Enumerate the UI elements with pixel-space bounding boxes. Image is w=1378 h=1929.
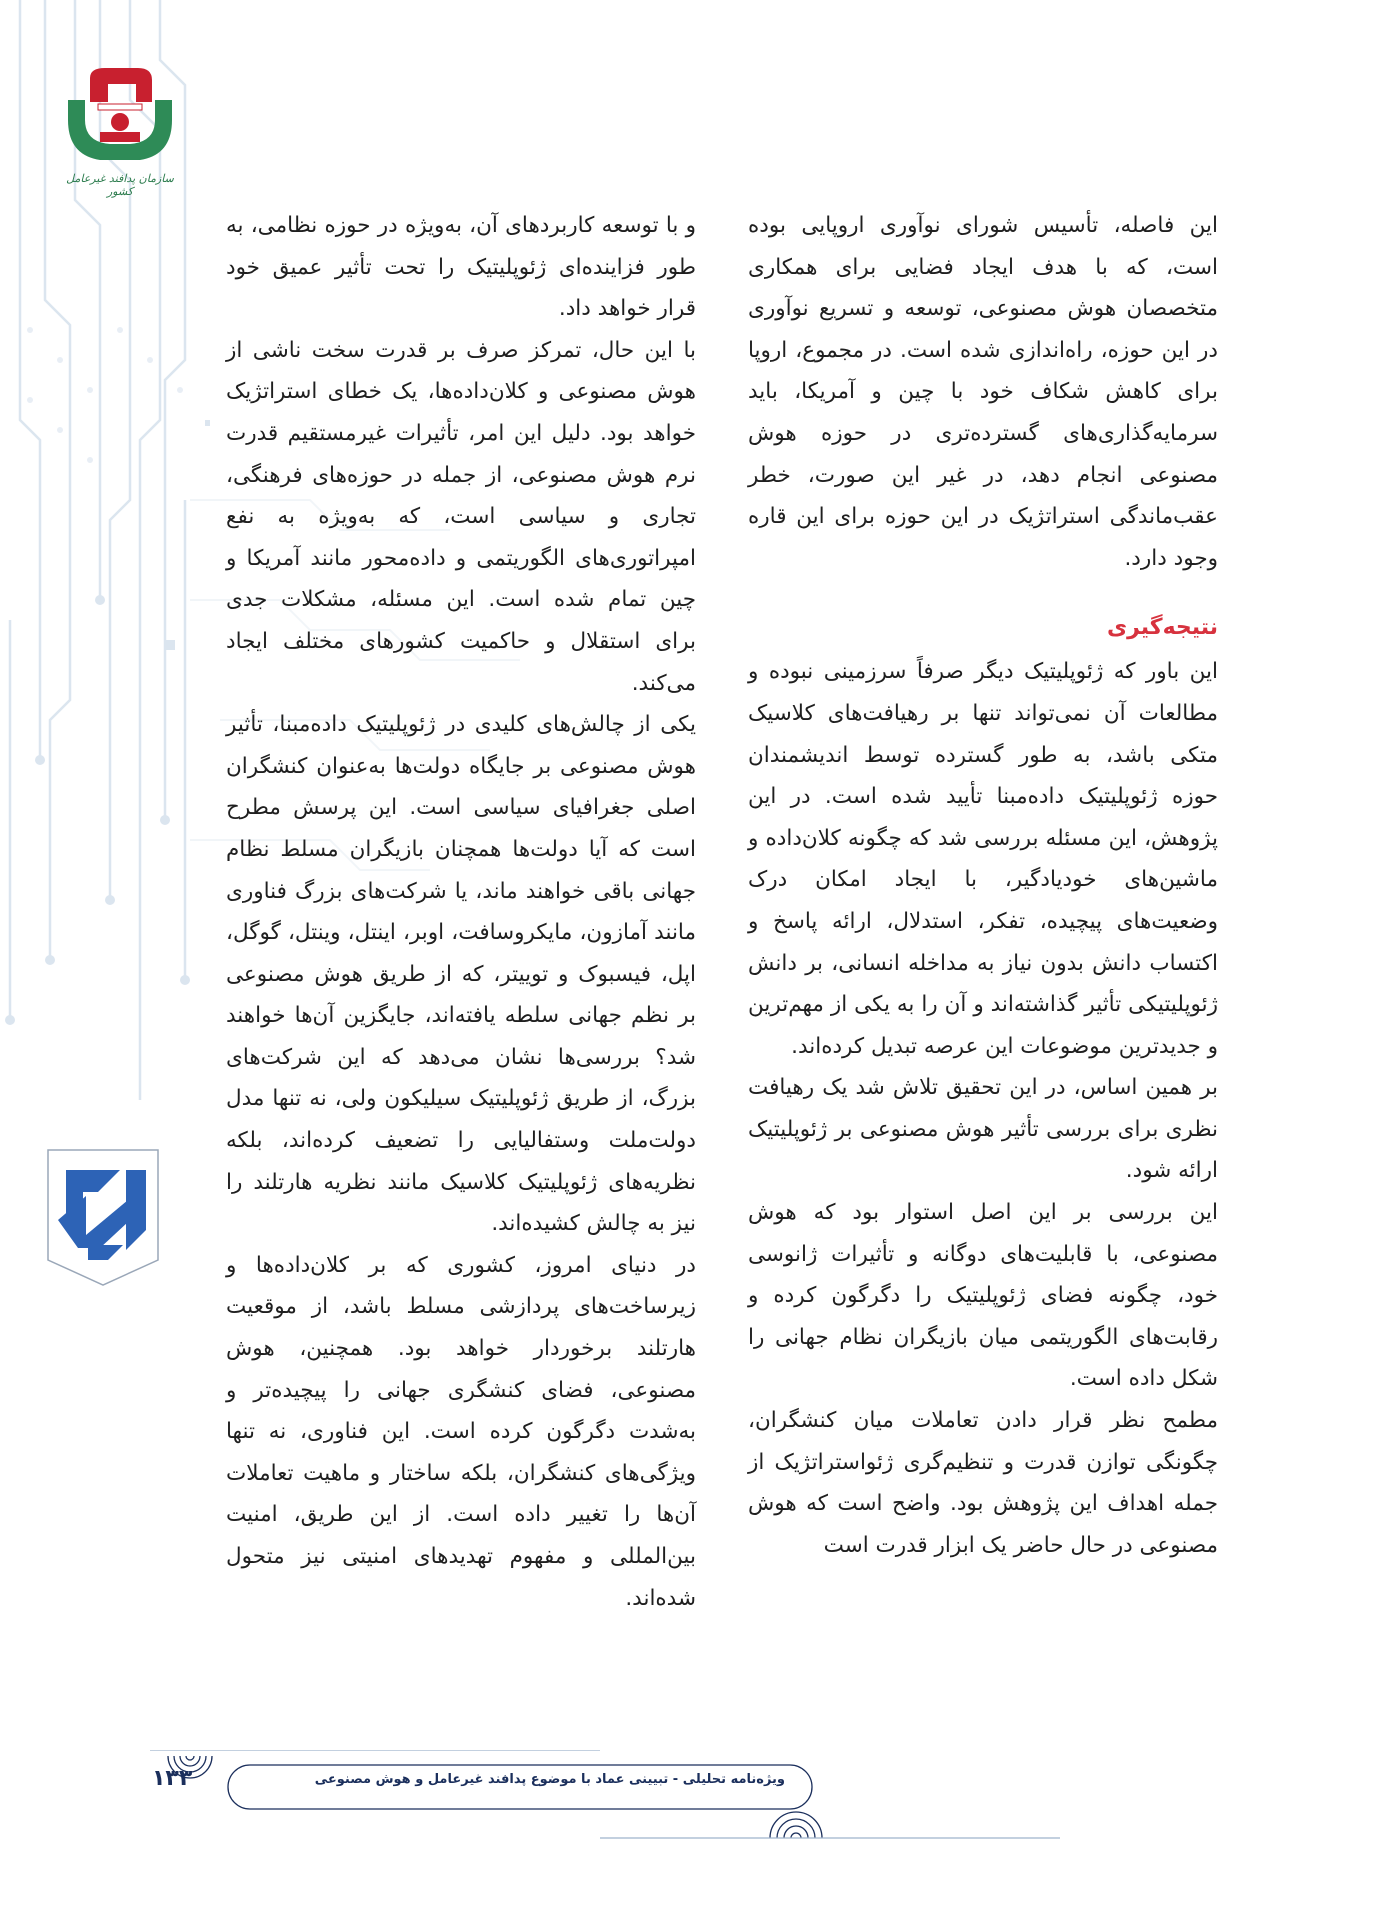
passive-defense-logo	[60, 60, 180, 198]
section-heading: نتیجه‌گیری	[1106, 615, 1218, 641]
emad-logo-icon	[28, 1140, 178, 1290]
paragraph: مطمح نظر قرار دادن تعاملات میان کنشگران، چگونگی توازن قدرت و تنظیم‌گری ژئواستراتژیک از جمله اهداف این پژوهش بود. واضح است که هوش مصنوعی در حال حاضر یک ابزار قدرت است	[748, 1408, 1218, 1558]
passive-defense-emblem-icon	[60, 60, 180, 170]
paragraph: و با توسعه کاربردهای آن، به‌ویژه در حوزه نظامی، به طور فزاینده‌ای ژئوپلیتیک را تحت تأثیر عمیق خود قرار خواهد داد.	[226, 213, 696, 322]
paragraph: بر همین اساس، در این تحقیق تلاش شد یک رهیافت نظری برای بررسی تأثیر هوش مصنوعی بر ژئوپلیتیک ارائه شود.	[748, 1075, 1218, 1184]
paragraph: در دنیای امروز، کشوری که بر کلان‌داده‌ها و زیرساخت‌های پردازشی مسلط باشد، از موقعیت هارتلند برخوردار خواهد بود. همچنین، هوش مصنوعی، فضای کنشگری جهانی را پیچیده‌تر و به‌شدت دگرگون کرده است. این فناوری، نه تنها ویژگی‌های کنشگران، بلکه ساختار و ماهیت تعاملات آن‌ها را تغییر داده است. از این طریق، امنیت بین‌المللی و مفهوم تهدیدهای امنیتی نیز متحول شده‌اند.	[226, 1252, 696, 1611]
publication-label: ویژه‌نامه تحلیلی - تبیینی عماد با موضوع پدافند غیرعامل و هوش مصنوعی	[314, 1772, 785, 1787]
paragraph: یکی از چالش‌های کلیدی در ژئوپلیتیک داده‌مبنا، تأثیر هوش مصنوعی بر جایگاه دولت‌ها به‌عنوان کنشگران اصلی جغرافیای سیاسی است. این پرسش مطرح است که آیا دولت‌ها همچنان بازیگران مسلط نظام جهانی باقی خواهند ماند، یا شرکت‌های بزرگ فناوری مانند آمازون، مایکروسافت، اوبر، اینتل، وینتل، گوگل، اپل، فیسبوک و توییتر، که از طریق هوش مصنوعی بر نظم جهانی سلطه یافته‌اند، جایگزین آن‌ها خواهند شد؟ بررسی‌ها نشان می‌دهد که این شرکت‌های بزرگ، از طریق ژئوپلیتیک سیلیکون ولی، نه تنها مدل دولت‌ملت وستفالیایی را تضعیف کرده‌اند، بلکه نظریه‌های ژئوپلیتیک کلاسیک مانند نظریه هارتلند را نیز به چالش کشیده‌اند.	[226, 712, 696, 1237]
circuit-decoration	[0, 0, 210, 1929]
paragraph: این باور که ژئوپلیتیک دیگر صرفاً سرزمینی نبوده و مطالعات آن نمی‌تواند تنها بر رهیافت‌های کلاسیک متکی باشد، به طور گسترده توسط اندیشمندان حوزه ژئوپلیتیک داده‌مبنا تأیید شده است. در این پژوهش، این مسئله بررسی شد که چگونه کلان‌داده و ماشین‌های خودیادگیر، با ایجاد امکان درک وضعیت‌های پیچیده، تفکر، استدلال، ارائه پاسخ و اکتساب دانش بدون نیاز به مداخله انسانی، بر دانش ژئوپلیتیکی تأثیر گذاشته‌اند و آن را به یکی از مهم‌ترین و جدیدترین موضوعات این عرصه تبدیل کرده‌اند.	[748, 659, 1218, 1059]
page-number: ۱۳۳	[152, 1766, 193, 1791]
organization-caption: سازمان پدافند غیرعامل کشور	[66, 172, 174, 198]
paragraph: با این حال، تمرکز صرف بر قدرت سخت ناشی از هوش مصنوعی و کلان‌داده‌ها، یک خطای استراتژیک خواهد بود. دلیل این امر، تأثیرات غیرمستقیم قدرت نرم هوش مصنوعی، از جمله در حوزه‌های فرهنگی، تجاری و سیاسی است، که به‌ویژه به نفع امپراتوری‌های الگوریتمی و داده‌محور مانند آمریکا و چین تمام شده است. این مسئله، مشکلات جدی برای استقلال و حاکمیت کشورهای مختلف ایجاد می‌کند.	[226, 337, 696, 696]
paragraph: این بررسی بر این اصل استوار بود که هوش مصنوعی، با قابلیت‌های دوگانه و تأثیرات ژانوسی خود، چگونه فضای ژئوپلیتیک را دگرگون کرده و رقابت‌های الگوریتمی میان بازیگران نظام جهانی را شکل داده است.	[748, 1200, 1218, 1392]
paragraph: این فاصله، تأسیس شورای نوآوری اروپایی بوده است، که با هدف ایجاد فضایی برای همکاری متخصصان هوش مصنوعی، توسعه و تسریع نوآوری در این حوزه، راه‌اندازی شده است. در مجموع، اروپا برای کاهش شکاف خود با چین و آمریکا، باید سرمایه‌گذاری‌های گسترده‌تری در حوزه هوش مصنوعی انجام دهد، در غیر این صورت، خطر عقب‌ماندگی استراتژیک در این حوزه برای این قاره وجود دارد.	[748, 213, 1218, 571]
text-column-right	[748, 205, 1218, 1566]
text-column-left	[226, 205, 696, 1619]
